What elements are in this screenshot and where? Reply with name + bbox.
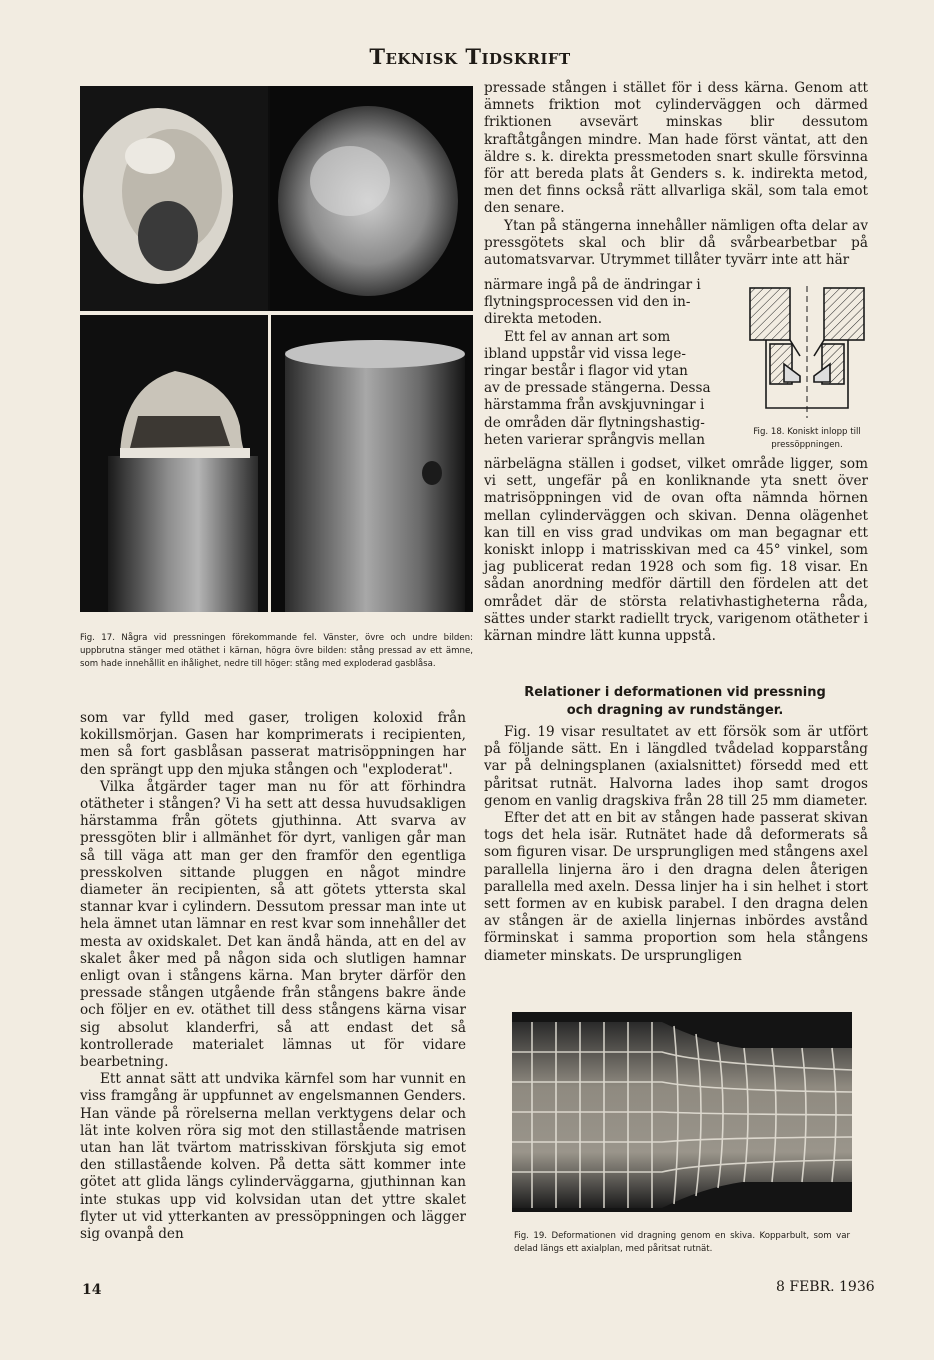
left-paragraph-2: Vilka åtgärder tager man nu för att förhindra otätheter i stången? Vi ha sett att dessa huvudsakligen härstamma från götets gjuthinna. Att svarva av pressgöten blir i allmänhet för dyrt, vanligen går man så till väga att man ger den framför den egentliga presskolven sittande pluggen en något mindre diameter än recipienten, så att götets yttersta skal stannar kvar i cylindern. Dessutom pressar man inte ut hela ämnet utan lämnar en rest kvar som innehåller det mesta av oxidskalet. Det kan ändå hända, att en del av skalet åker med på någon sida och slutligen hamnar enligt ovan i stångens kärna. Man bryter därför den pressade stången utgående från stångens bakre ände och följer en ev. otäthet till dess stångens kärna visar sig absolut klanderfri, så att endast det så kontrollerade materialet lämnas ut för vidare bearbetning. [80, 778, 466, 1071]
fig17-photo-grid [80, 86, 473, 612]
section-text [484, 724, 868, 965]
narrow-line: ibland uppstår vid vissa lege- [484, 345, 686, 362]
right-column-top-text [484, 80, 868, 269]
narrow-line: flytningsprocessen vid den in- [484, 294, 691, 311]
page-number: 14 [82, 1282, 102, 1298]
journal-title: Teknisk Tidskrift [369, 44, 571, 69]
fig18-diagram [744, 282, 870, 422]
issue-date: 8 FEBR. 1936 [776, 1279, 875, 1295]
narrow-line: ringar består i flagor vid ytan [484, 363, 688, 380]
fig17-photos [80, 86, 473, 612]
narrow-line: direkta metoden. [484, 311, 603, 328]
narrow-line: härstamma från avskjuvningar i [484, 397, 705, 414]
left-paragraph-3: Ett annat sätt att undvika kärnfel som har vunnit en viss framgång är uppfunnet av engelsmannen Genders. Han vände på rörelserna mellan verktygens delar och lät inte kolven röra sig mot den stillastående matrisen utan han lät tvärtom matrisskivan förskjuta sig emot den stillastående kolven. På detta sätt kommer inte götet att glida längs cylinderväggarna, gjuthinnan kan inte stukas upp vid kolvsidan utan det yttre skalet flyter ut vid ytterkanten av pressöppningen och lägger sig ovanpå den [80, 1071, 466, 1243]
left-paragraph-1: som var fylld med gaser, troligen koloxid från kokillsmörjan. Gasen har komprimerats i recipienten, men så fort gasblåsan passerat matrisöppningen har den sprängt upp den mjuka stången och "exploderat". [80, 710, 466, 778]
narrow-column-lines [484, 277, 724, 449]
section-paragraph-2: Efter det att en bit av stången hade passerat skivan togs det hela isär. Rutnätet hade då deformerats så som figuren visar. De ursprungligen med stångens axel parallella linjerna äro i den dragna delen återigen parallella med axeln. Dessa linjer ha i sin helhet i stort sett formen av en kubisk parabel. I den dragna delen av stången är de axiella linjernas inbördes avstånd förminskat i samma proportion som hela stångens diameter minskats. De ursprungligen [484, 810, 868, 964]
right-column-continuation: närbelägna ställen i godset, vilket område ligger, som vi sett, ungefär på en konliknande yta snett över matrisöppningen vid de ovan ofta nämnda hörnen mellan cylinderväggen och skivan. Denna olägenhet kan till en viss grad undvikas om man begagnar ett koniskt inlopp i matrisskivan med ca 45° vinkel, som jag publicerat redan 1928 och som fig. 18 visar. En sådan anordning medför därtill den fördelen att det området där de största relativhastigheterna råda, sättes under starkt radiellt tryck, varigenom otätheter i kärnan mindre lätt kunna uppstå. [484, 456, 869, 645]
left-column-text [80, 710, 466, 1243]
section-heading: Relationer i deformationen vid pressning och dragning av rundstänger. [524, 685, 826, 718]
narrow-line: närmare ingå på de ändringar i [484, 277, 701, 293]
right-paragraph-2: Ytan på stängerna innehåller nämligen ofta delar av pressgötets skal och blir då svårbearbetbar på automatsvarvar. Utrymmet tillåter tyvärr inte att här [484, 217, 868, 269]
fig19-grid-photo [512, 1012, 852, 1212]
fig19-photo [512, 1012, 852, 1212]
fig17-bottom-right-photo [271, 315, 473, 612]
narrow-line: heten varierar språngvis mellan [484, 431, 706, 448]
fig17-caption: Fig. 17. Några vid pressningen förekommande fel. Vänster, övre och undre bilden: uppbrutna stänger med otäthet i kärnan, högra övre bilden: stång pressad av ett ämne, som hade innehållit en ihålighet, nedre till höger: stång med exploderad gasblåsa. [80, 633, 473, 669]
fig18-caption: Fig. 18. Koniskt inlopp till pressöppningen. [753, 427, 861, 450]
fig19-caption: Fig. 19. Deformationen vid dragning genom en skiva. Kopparbult, som var delad längs ett axialplan, med påritsat rutnät. [514, 1231, 850, 1254]
section-paragraph-1: Fig. 19 visar resultatet av ett försök som är utfört på följande sätt. En i längdled tvådelad kopparstång var på delningsplanen (axialsnittet) försedd med ett påritsat rutnät. Halvorna lades ihop samt drogos genom en vanlig dragskiva från 28 till 25 mm diameter. [484, 724, 868, 809]
fig17-top-left-photo [80, 86, 268, 311]
fig17-bottom-left-photo [80, 315, 268, 612]
narrow-line: Ett fel av annan art som [504, 328, 671, 345]
fig17-top-right-photo [270, 86, 473, 311]
right-paragraph-1: pressade stången i stället för i dess kärna. Genom att ämnets friktion mot cylinderväggen och därmed friktionen avsevärt minskas blir dessutom kraftåtgången mindre. Man hade först väntat, att den äldre s. k. direkta pressmetoden snart skulle försvinna för att bereda plats åt Genders s. k. indirekta metod, men det finns också rätt allvarliga skäl, som tala emot den senare. [484, 80, 868, 217]
narrow-line: de områden där flytningshastig- [484, 414, 705, 431]
fig18-drawing [744, 282, 870, 422]
narrow-line: av de pressade stängerna. Dessa [484, 380, 711, 397]
